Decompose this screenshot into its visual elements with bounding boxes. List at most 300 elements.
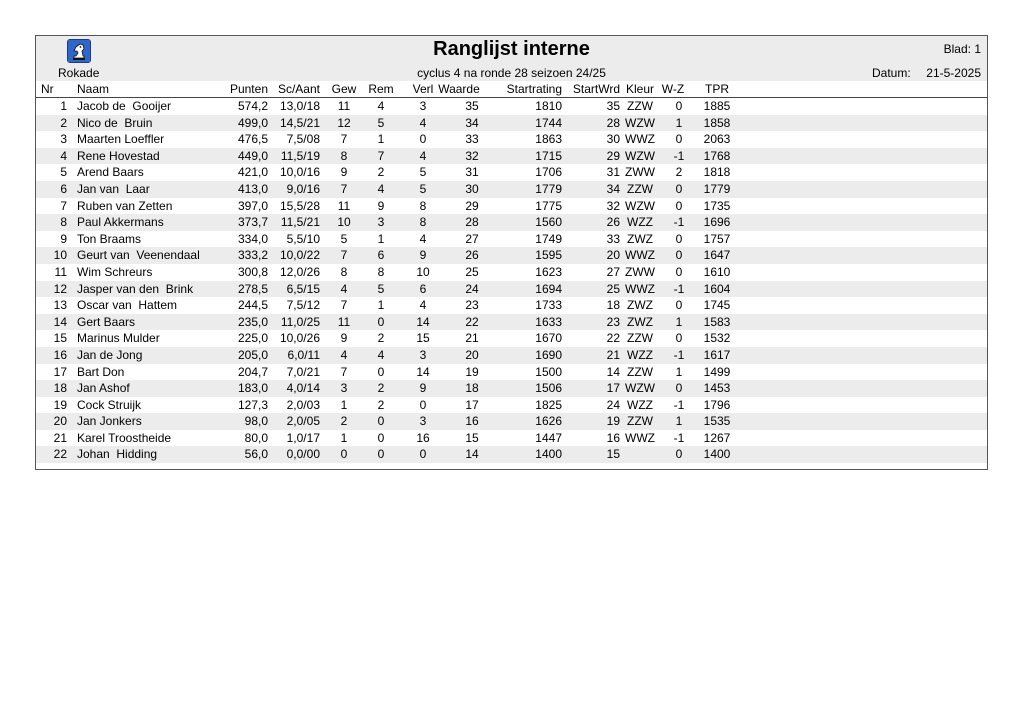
cell-punten: 397,0 bbox=[237, 198, 268, 213]
cell-punten: 98,0 bbox=[244, 414, 268, 429]
cell-naam: Rene Hovestad bbox=[77, 148, 160, 163]
cell-tpr: 1696 bbox=[703, 215, 731, 230]
table-row bbox=[36, 148, 987, 165]
cell-gew: 7 bbox=[340, 298, 348, 313]
table-row bbox=[36, 231, 987, 248]
cell-startwrd: 21 bbox=[606, 347, 620, 362]
cell-startrating: 1715 bbox=[535, 148, 562, 163]
club-name: Rokade bbox=[58, 66, 100, 80]
cell-punten: 127,3 bbox=[237, 397, 268, 412]
cell-gew: 10 bbox=[337, 215, 351, 230]
cell-startrating: 1447 bbox=[535, 430, 562, 445]
cell-tpr: 1745 bbox=[703, 298, 731, 313]
cell-tpr: 1858 bbox=[703, 115, 731, 130]
cell-nr: 9 bbox=[60, 231, 67, 246]
cell-waarde: 24 bbox=[465, 281, 479, 296]
cell-gew: 7 bbox=[340, 364, 348, 379]
cell-verl: 0 bbox=[419, 132, 427, 147]
col-nr: Nr bbox=[41, 82, 54, 96]
cell-naam: Gert Baars bbox=[77, 314, 136, 329]
table-row bbox=[36, 98, 987, 115]
cell-rem: 7 bbox=[377, 148, 385, 163]
col-wz: W-Z bbox=[661, 82, 685, 96]
cell-kleur: ZWZ bbox=[627, 314, 653, 329]
cell-punten: 421,0 bbox=[237, 165, 268, 180]
cell-wz: 0 bbox=[675, 132, 683, 147]
cell-gew: 2 bbox=[340, 414, 348, 429]
cell-waarde: 22 bbox=[465, 314, 479, 329]
cell-punten: 476,5 bbox=[237, 132, 268, 147]
cell-naam: Maarten Loeffler bbox=[77, 132, 165, 147]
cell-waarde: 16 bbox=[465, 414, 479, 429]
table-row bbox=[36, 297, 987, 314]
cell-startrating: 1623 bbox=[535, 264, 562, 279]
cell-startwrd: 24 bbox=[606, 397, 620, 412]
table-row bbox=[36, 198, 987, 215]
cell-rem: 4 bbox=[377, 181, 385, 196]
cell-sc: 2,0/05 bbox=[286, 414, 320, 429]
cell-naam: Jan Ashof bbox=[77, 381, 130, 396]
cell-punten: 449,0 bbox=[237, 148, 268, 163]
cell-rem: 4 bbox=[377, 347, 385, 362]
cell-kleur: ZWW bbox=[625, 165, 655, 180]
table-row bbox=[36, 115, 987, 132]
cell-verl: 16 bbox=[416, 430, 430, 445]
cell-kleur: WZW bbox=[625, 115, 655, 130]
cell-startrating: 1633 bbox=[535, 314, 562, 329]
cell-wz: 0 bbox=[675, 99, 683, 113]
cell-nr: 14 bbox=[53, 314, 67, 329]
cell-waarde: 27 bbox=[465, 231, 479, 246]
cell-rem: 3 bbox=[377, 215, 385, 230]
cell-punten: 56,0 bbox=[244, 447, 268, 462]
cell-startwrd: 19 bbox=[606, 414, 620, 429]
cell-nr: 7 bbox=[60, 198, 67, 213]
cell-startwrd: 16 bbox=[606, 430, 620, 445]
cell-sc: 12,0/26 bbox=[279, 264, 320, 279]
page-title: Ranglijst interne bbox=[433, 38, 590, 60]
cell-tpr: 1610 bbox=[703, 264, 731, 279]
ranking-table bbox=[36, 98, 987, 463]
cell-waarde: 23 bbox=[465, 298, 479, 313]
col-startrating: Startrating bbox=[506, 82, 562, 96]
cell-nr: 12 bbox=[53, 281, 67, 296]
cell-naam: Wim Schreurs bbox=[77, 264, 153, 279]
cell-gew: 8 bbox=[340, 148, 348, 163]
sheet-header bbox=[36, 36, 987, 81]
table-row bbox=[36, 181, 987, 198]
table-row bbox=[36, 347, 987, 364]
cell-naam: Jan de Jong bbox=[77, 347, 143, 362]
cell-wz: -1 bbox=[673, 430, 685, 445]
cell-waarde: 14 bbox=[465, 447, 479, 462]
cell-gew: 4 bbox=[340, 281, 348, 296]
cell-kleur: ZWZ bbox=[627, 231, 653, 246]
cell-startwrd: 25 bbox=[606, 281, 620, 296]
cell-rem: 1 bbox=[377, 132, 385, 147]
col-startwrd: StartWrd bbox=[572, 82, 620, 96]
cell-tpr: 1647 bbox=[703, 248, 731, 263]
cell-startwrd: 33 bbox=[606, 231, 620, 246]
col-rem: Rem bbox=[368, 82, 394, 96]
cell-naam: Jan van Laar bbox=[77, 181, 150, 196]
cell-punten: 235,0 bbox=[237, 314, 268, 329]
cell-gew: 8 bbox=[340, 264, 348, 279]
cell-startwrd: 32 bbox=[606, 198, 620, 213]
cell-tpr: 1604 bbox=[703, 281, 731, 296]
cell-rem: 5 bbox=[377, 115, 385, 130]
cell-nr: 1 bbox=[60, 99, 67, 113]
cell-startwrd: 26 bbox=[606, 215, 620, 230]
cell-verl: 3 bbox=[419, 347, 427, 362]
cell-tpr: 1499 bbox=[703, 364, 731, 379]
cell-waarde: 30 bbox=[465, 181, 479, 196]
cell-verl: 9 bbox=[419, 248, 427, 263]
cell-sc: 10,0/22 bbox=[279, 248, 320, 263]
col-naam: Naam bbox=[77, 82, 110, 96]
cell-rem: 5 bbox=[377, 281, 385, 296]
col-punten: Punten bbox=[229, 82, 268, 96]
date-value: 21-5-2025 bbox=[926, 66, 981, 80]
cell-startrating: 1744 bbox=[535, 115, 562, 130]
cell-punten: 574,2 bbox=[237, 99, 268, 113]
cell-startrating: 1670 bbox=[535, 331, 562, 346]
cell-rem: 0 bbox=[377, 447, 385, 462]
cell-sc: 10,0/16 bbox=[279, 165, 320, 180]
cell-nr: 17 bbox=[53, 364, 67, 379]
cell-verl: 9 bbox=[419, 381, 427, 396]
cell-tpr: 1796 bbox=[703, 397, 731, 412]
cell-tpr: 1757 bbox=[703, 231, 731, 246]
cell-rem: 0 bbox=[377, 430, 385, 445]
cell-sc: 6,5/15 bbox=[286, 281, 320, 296]
date-label: Datum: bbox=[872, 66, 911, 80]
cell-punten: 499,0 bbox=[237, 115, 268, 130]
cell-tpr: 1532 bbox=[703, 331, 731, 346]
cell-kleur: ZWZ bbox=[627, 298, 653, 313]
cell-nr: 10 bbox=[53, 248, 67, 263]
cell-sc: 11,5/19 bbox=[280, 148, 320, 163]
cell-tpr: 1583 bbox=[703, 314, 731, 329]
cell-waarde: 28 bbox=[465, 215, 479, 230]
cell-verl: 10 bbox=[416, 264, 430, 279]
cell-kleur: WWZ bbox=[625, 281, 655, 296]
cell-tpr: 1885 bbox=[703, 99, 731, 113]
cell-sc: 15,5/28 bbox=[279, 198, 320, 213]
cell-gew: 4 bbox=[340, 347, 348, 362]
cell-startwrd: 15 bbox=[606, 447, 620, 462]
cell-punten: 278,5 bbox=[237, 281, 268, 296]
cell-wz: -1 bbox=[673, 148, 685, 163]
cell-startrating: 1749 bbox=[535, 231, 562, 246]
cell-startwrd: 14 bbox=[606, 364, 620, 379]
cell-rem: 2 bbox=[377, 381, 385, 396]
cell-tpr: 1617 bbox=[703, 347, 731, 362]
cell-waarde: 21 bbox=[465, 331, 479, 346]
cell-punten: 80,0 bbox=[244, 430, 268, 445]
cell-waarde: 32 bbox=[465, 148, 479, 163]
cell-startwrd: 17 bbox=[606, 381, 620, 396]
cell-startrating: 1825 bbox=[535, 397, 562, 412]
cell-sc: 5,5/10 bbox=[286, 231, 320, 246]
cell-verl: 0 bbox=[419, 447, 427, 462]
cell-kleur: ZZW bbox=[627, 414, 653, 429]
col-tpr: TPR bbox=[705, 82, 729, 96]
cell-punten: 333,2 bbox=[237, 248, 268, 263]
cell-rem: 2 bbox=[377, 331, 385, 346]
cell-rem: 2 bbox=[377, 165, 385, 180]
cell-punten: 225,0 bbox=[237, 331, 268, 346]
cell-punten: 300,8 bbox=[237, 264, 268, 279]
cell-kleur: ZZW bbox=[627, 99, 653, 113]
cell-gew: 11 bbox=[337, 99, 351, 113]
cell-rem: 0 bbox=[377, 314, 385, 329]
table-row bbox=[36, 214, 987, 231]
cell-kleur: WZW bbox=[625, 381, 655, 396]
cell-kleur: WZZ bbox=[627, 215, 653, 230]
table-row bbox=[36, 330, 987, 347]
cell-tpr: 2063 bbox=[703, 132, 731, 147]
table-row bbox=[36, 397, 987, 414]
cell-wz: 0 bbox=[675, 264, 683, 279]
cell-startrating: 1810 bbox=[535, 99, 562, 113]
cell-kleur: WWZ bbox=[625, 430, 655, 445]
cell-nr: 15 bbox=[53, 331, 67, 346]
cell-nr: 21 bbox=[53, 430, 67, 445]
cell-wz: 1 bbox=[675, 115, 683, 130]
table-row bbox=[36, 364, 987, 381]
cell-wz: -1 bbox=[673, 397, 685, 412]
cell-naam: Jacob de Gooijer bbox=[77, 99, 172, 113]
cell-nr: 5 bbox=[60, 165, 67, 180]
cell-nr: 20 bbox=[53, 414, 67, 429]
cell-nr: 13 bbox=[53, 298, 67, 313]
cell-rem: 0 bbox=[377, 364, 385, 379]
cell-naam: Bart Don bbox=[77, 364, 125, 379]
cell-nr: 18 bbox=[53, 381, 67, 396]
cell-gew: 3 bbox=[340, 381, 348, 396]
cell-punten: 205,0 bbox=[237, 347, 268, 362]
cell-wz: 0 bbox=[675, 381, 683, 396]
cell-verl: 15 bbox=[416, 331, 430, 346]
cell-waarde: 35 bbox=[465, 99, 479, 113]
cell-startrating: 1595 bbox=[535, 248, 562, 263]
table-row bbox=[36, 131, 987, 148]
cell-tpr: 1735 bbox=[703, 198, 731, 213]
cell-sc: 13,0/18 bbox=[279, 99, 320, 113]
cell-kleur: WZW bbox=[625, 198, 655, 213]
cell-sc: 1,0/17 bbox=[286, 430, 320, 445]
cell-waarde: 18 bbox=[465, 381, 479, 396]
cell-sc: 14,5/21 bbox=[279, 115, 320, 130]
cell-tpr: 1768 bbox=[703, 148, 731, 163]
cell-nr: 2 bbox=[60, 115, 67, 130]
table-row bbox=[36, 247, 987, 264]
cell-rem: 2 bbox=[377, 397, 385, 412]
cell-waarde: 15 bbox=[465, 430, 479, 445]
table-row bbox=[36, 314, 987, 331]
cell-punten: 204,7 bbox=[237, 364, 268, 379]
col-kleur: Kleur bbox=[625, 82, 654, 96]
cell-nr: 6 bbox=[60, 181, 67, 196]
cell-kleur: WZZ bbox=[627, 347, 653, 362]
cell-punten: 244,5 bbox=[237, 298, 268, 313]
cell-waarde: 20 bbox=[465, 347, 479, 362]
cell-startwrd: 34 bbox=[606, 181, 620, 196]
cell-sc: 9,0/16 bbox=[286, 181, 320, 196]
cell-startrating: 1779 bbox=[535, 181, 562, 196]
table-row bbox=[36, 380, 987, 397]
cell-wz: 0 bbox=[675, 231, 683, 246]
cell-naam: Johan Hidding bbox=[77, 447, 158, 462]
cell-waarde: 31 bbox=[465, 165, 479, 180]
table-row bbox=[36, 413, 987, 430]
cell-rem: 1 bbox=[377, 298, 385, 313]
cell-sc: 7,5/08 bbox=[286, 132, 320, 147]
cell-kleur: WZW bbox=[625, 148, 655, 163]
table-row bbox=[36, 446, 987, 463]
cell-naam: Jasper van den Brink bbox=[77, 281, 194, 296]
cell-verl: 4 bbox=[419, 298, 427, 313]
cell-startrating: 1560 bbox=[535, 215, 562, 230]
cell-gew: 5 bbox=[340, 231, 348, 246]
cell-sc: 11,0/25 bbox=[280, 314, 320, 329]
cell-rem: 4 bbox=[377, 99, 385, 113]
cell-verl: 3 bbox=[419, 414, 427, 429]
cell-nr: 19 bbox=[53, 397, 67, 412]
cell-rem: 8 bbox=[377, 264, 385, 279]
cell-startwrd: 18 bbox=[606, 298, 620, 313]
cell-gew: 0 bbox=[340, 447, 348, 462]
cell-rem: 1 bbox=[377, 231, 385, 246]
col-waarde: Waarde bbox=[438, 82, 480, 96]
cell-tpr: 1779 bbox=[703, 181, 731, 196]
cell-verl: 3 bbox=[419, 99, 427, 113]
cell-wz: -1 bbox=[673, 215, 685, 230]
cell-verl: 6 bbox=[419, 281, 427, 296]
cell-startwrd: 30 bbox=[606, 132, 620, 147]
cell-nr: 16 bbox=[53, 347, 67, 362]
cell-tpr: 1818 bbox=[703, 165, 731, 180]
cell-wz: 2 bbox=[675, 165, 683, 180]
cell-gew: 11 bbox=[337, 198, 351, 213]
cell-startwrd: 28 bbox=[606, 115, 620, 130]
cell-gew: 9 bbox=[340, 165, 348, 180]
table-row bbox=[36, 164, 987, 181]
cell-sc: 6,0/11 bbox=[287, 347, 320, 362]
cell-gew: 11 bbox=[337, 314, 351, 329]
cell-wz: 1 bbox=[675, 414, 683, 429]
cell-punten: 334,0 bbox=[237, 231, 268, 246]
col-verl: Verl bbox=[412, 82, 434, 96]
cell-startrating: 1690 bbox=[535, 347, 562, 362]
cell-tpr: 1453 bbox=[703, 381, 731, 396]
cell-waarde: 19 bbox=[465, 364, 479, 379]
cell-kleur: ZZW bbox=[627, 331, 653, 346]
cell-gew: 7 bbox=[340, 132, 348, 147]
cell-sc: 7,0/21 bbox=[286, 364, 320, 379]
cell-tpr: 1535 bbox=[703, 414, 731, 429]
cell-verl: 8 bbox=[419, 198, 427, 213]
cell-naam: Oscar van Hattem bbox=[77, 298, 178, 313]
cell-waarde: 29 bbox=[465, 198, 479, 213]
cell-kleur: WWZ bbox=[625, 248, 655, 263]
cell-nr: 8 bbox=[60, 215, 67, 230]
cell-naam: Marinus Mulder bbox=[77, 331, 160, 346]
cell-wz: 0 bbox=[675, 181, 683, 196]
cell-startrating: 1694 bbox=[535, 281, 562, 296]
cell-startrating: 1626 bbox=[535, 414, 562, 429]
cell-punten: 183,0 bbox=[237, 381, 268, 396]
cell-startrating: 1863 bbox=[535, 132, 562, 147]
cell-waarde: 33 bbox=[465, 132, 479, 147]
cell-tpr: 1400 bbox=[703, 447, 731, 462]
column-headers bbox=[36, 81, 987, 98]
col-sc: Sc/Aant bbox=[277, 82, 320, 96]
cell-rem: 9 bbox=[377, 198, 385, 213]
cell-gew: 7 bbox=[340, 248, 348, 263]
cell-wz: -1 bbox=[673, 347, 685, 362]
cell-gew: 9 bbox=[340, 331, 348, 346]
cell-sc: 11,5/21 bbox=[280, 215, 320, 230]
cell-gew: 1 bbox=[340, 397, 348, 412]
cell-naam: Nico de Bruin bbox=[77, 115, 153, 130]
cell-waarde: 34 bbox=[465, 115, 479, 130]
cell-startrating: 1775 bbox=[535, 198, 562, 213]
cell-wz: 1 bbox=[675, 364, 683, 379]
cell-gew: 7 bbox=[340, 181, 348, 196]
cell-sc: 10,0/26 bbox=[279, 331, 320, 346]
cell-nr: 3 bbox=[60, 132, 67, 147]
cell-verl: 14 bbox=[416, 314, 430, 329]
cell-waarde: 17 bbox=[465, 397, 479, 412]
cell-sc: 2,0/03 bbox=[286, 397, 320, 412]
cell-naam: Geurt van Veenendaal bbox=[77, 248, 200, 263]
cell-wz: -1 bbox=[673, 281, 685, 296]
cell-verl: 14 bbox=[416, 364, 430, 379]
cell-nr: 4 bbox=[60, 148, 67, 163]
cell-startrating: 1500 bbox=[535, 364, 562, 379]
table-row bbox=[36, 430, 987, 447]
cell-verl: 5 bbox=[419, 181, 427, 196]
cell-verl: 4 bbox=[419, 115, 427, 130]
cell-startwrd: 22 bbox=[606, 331, 620, 346]
cell-kleur: WWZ bbox=[625, 132, 655, 147]
cell-naam: Karel Troostheide bbox=[77, 430, 172, 445]
page-number: Blad: 1 bbox=[943, 42, 981, 56]
cell-gew: 12 bbox=[337, 115, 351, 130]
cell-startwrd: 29 bbox=[606, 148, 620, 163]
round-info: cyclus 4 na ronde 28 seizoen 24/25 bbox=[417, 66, 606, 80]
cell-startrating: 1733 bbox=[535, 298, 562, 313]
cell-verl: 5 bbox=[419, 165, 427, 180]
cell-waarde: 25 bbox=[465, 264, 479, 279]
cell-startwrd: 23 bbox=[606, 314, 620, 329]
col-gew: Gew bbox=[331, 82, 357, 96]
cell-naam: Paul Akkermans bbox=[77, 215, 164, 230]
cell-wz: 0 bbox=[675, 447, 683, 462]
cell-startwrd: 27 bbox=[606, 264, 620, 279]
cell-verl: 0 bbox=[419, 397, 427, 412]
cell-tpr: 1267 bbox=[703, 430, 731, 445]
cell-verl: 4 bbox=[419, 148, 427, 163]
cell-naam: Arend Baars bbox=[77, 165, 144, 180]
cell-nr: 22 bbox=[53, 447, 67, 462]
cell-verl: 8 bbox=[419, 215, 427, 230]
cell-naam: Jan Jonkers bbox=[77, 414, 142, 429]
cell-wz: 0 bbox=[675, 248, 683, 263]
cell-wz: 1 bbox=[675, 314, 683, 329]
